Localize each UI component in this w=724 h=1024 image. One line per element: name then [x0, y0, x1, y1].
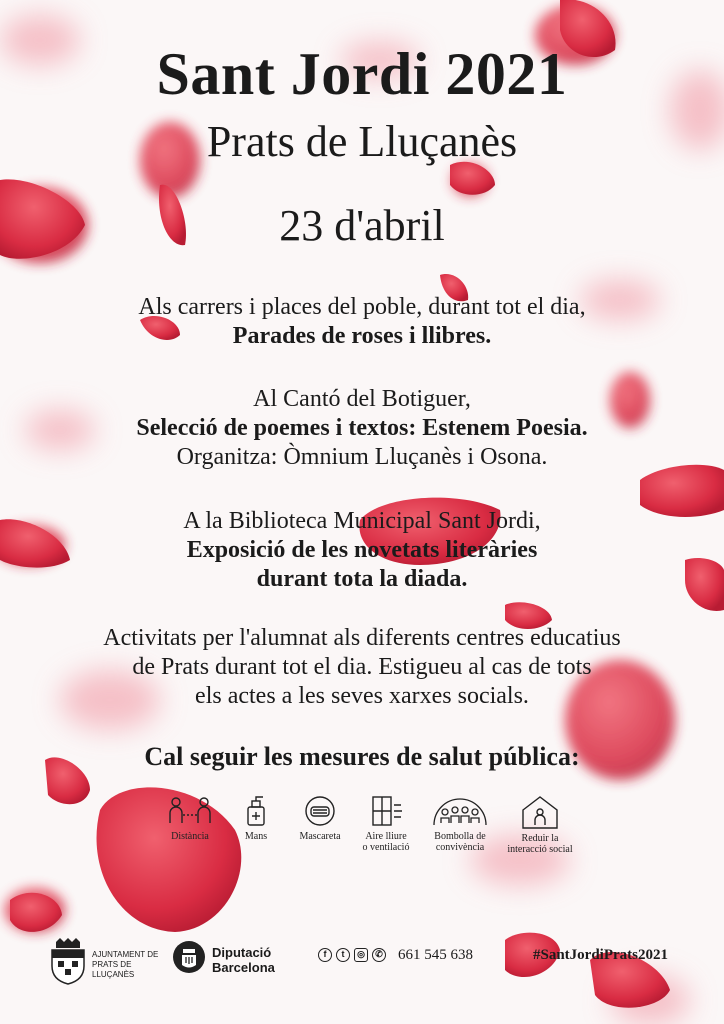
diputacio-logo	[172, 940, 206, 974]
event-highlight: Parades de roses i llibres.	[232, 323, 492, 349]
measure-bubble	[420, 795, 500, 853]
event-highlight: Exposició de les novetats literàries	[186, 537, 538, 563]
event-text: Activitats per l'alumnat als diferents centres educatius	[103, 625, 621, 651]
event-block-2	[0, 385, 724, 472]
event-highlight: durant tota la diada.	[256, 566, 468, 592]
measure-label: Mans	[244, 831, 268, 842]
diputacio-name: Diputació Barcelona	[212, 945, 275, 975]
measure-ventilation	[346, 795, 426, 853]
event-block-3	[0, 507, 724, 594]
distance-icon	[168, 795, 212, 827]
event-text: els actes a les seves xarxes socials.	[195, 683, 529, 709]
mask-icon	[302, 795, 338, 827]
facebook-icon[interactable]: f	[318, 948, 332, 962]
measure-label: Reduir la interacció social	[507, 833, 573, 855]
event-block-1	[0, 293, 724, 351]
social-icons	[318, 948, 386, 962]
ajuntament-name: AJUNTAMENT DE PRATS DE LLUÇANÈS	[92, 950, 159, 979]
event-block-4	[0, 624, 724, 711]
health-measures-title: Cal seguir les mesures de salut pública:	[144, 742, 580, 771]
event-text: Al Cantó del Botiguer,	[253, 386, 471, 412]
twitter-icon[interactable]: t	[336, 948, 350, 962]
measure-label: Aire lliure o ventilació	[362, 831, 410, 853]
event-highlight: Selecció de poemes i textos: Estenem Poesia.	[136, 415, 588, 441]
measure-label: Mascareta	[299, 831, 341, 842]
poster-subtitle: Prats de Lluçanès	[206, 117, 518, 166]
instagram-icon[interactable]: ◎	[354, 948, 368, 962]
event-text: Als carrers i places del poble, durant tot el dia,	[138, 294, 586, 320]
event-text: A la Biblioteca Municipal Sant Jordi,	[183, 508, 541, 534]
poster-title: Sant Jordi 2021	[156, 41, 568, 107]
event-organizer: Organitza: Òmnium Lluçanès i Osona.	[176, 444, 548, 470]
measure-label: Bombolla de convivència	[434, 831, 486, 853]
measure-label: Distància	[171, 831, 209, 842]
ventilation-icon	[368, 795, 404, 827]
whatsapp-icon[interactable]: ✆	[372, 948, 386, 962]
footer	[0, 930, 724, 990]
phone-number: 661 545 638	[398, 947, 473, 963]
ajuntament-coat-of-arms-logo	[48, 936, 88, 986]
hashtag: #SantJordiPrats2021	[533, 947, 668, 963]
poster-date: 23 d'abril	[279, 201, 445, 250]
home-icon	[520, 795, 560, 829]
measure-reduce-interaction	[500, 795, 580, 855]
hand-sanitizer-icon	[241, 795, 271, 827]
health-measures-icons	[150, 795, 590, 875]
bubble-group-icon	[431, 795, 489, 827]
event-text: de Prats durant tot el dia. Estigueu al cas de tots	[132, 654, 592, 680]
